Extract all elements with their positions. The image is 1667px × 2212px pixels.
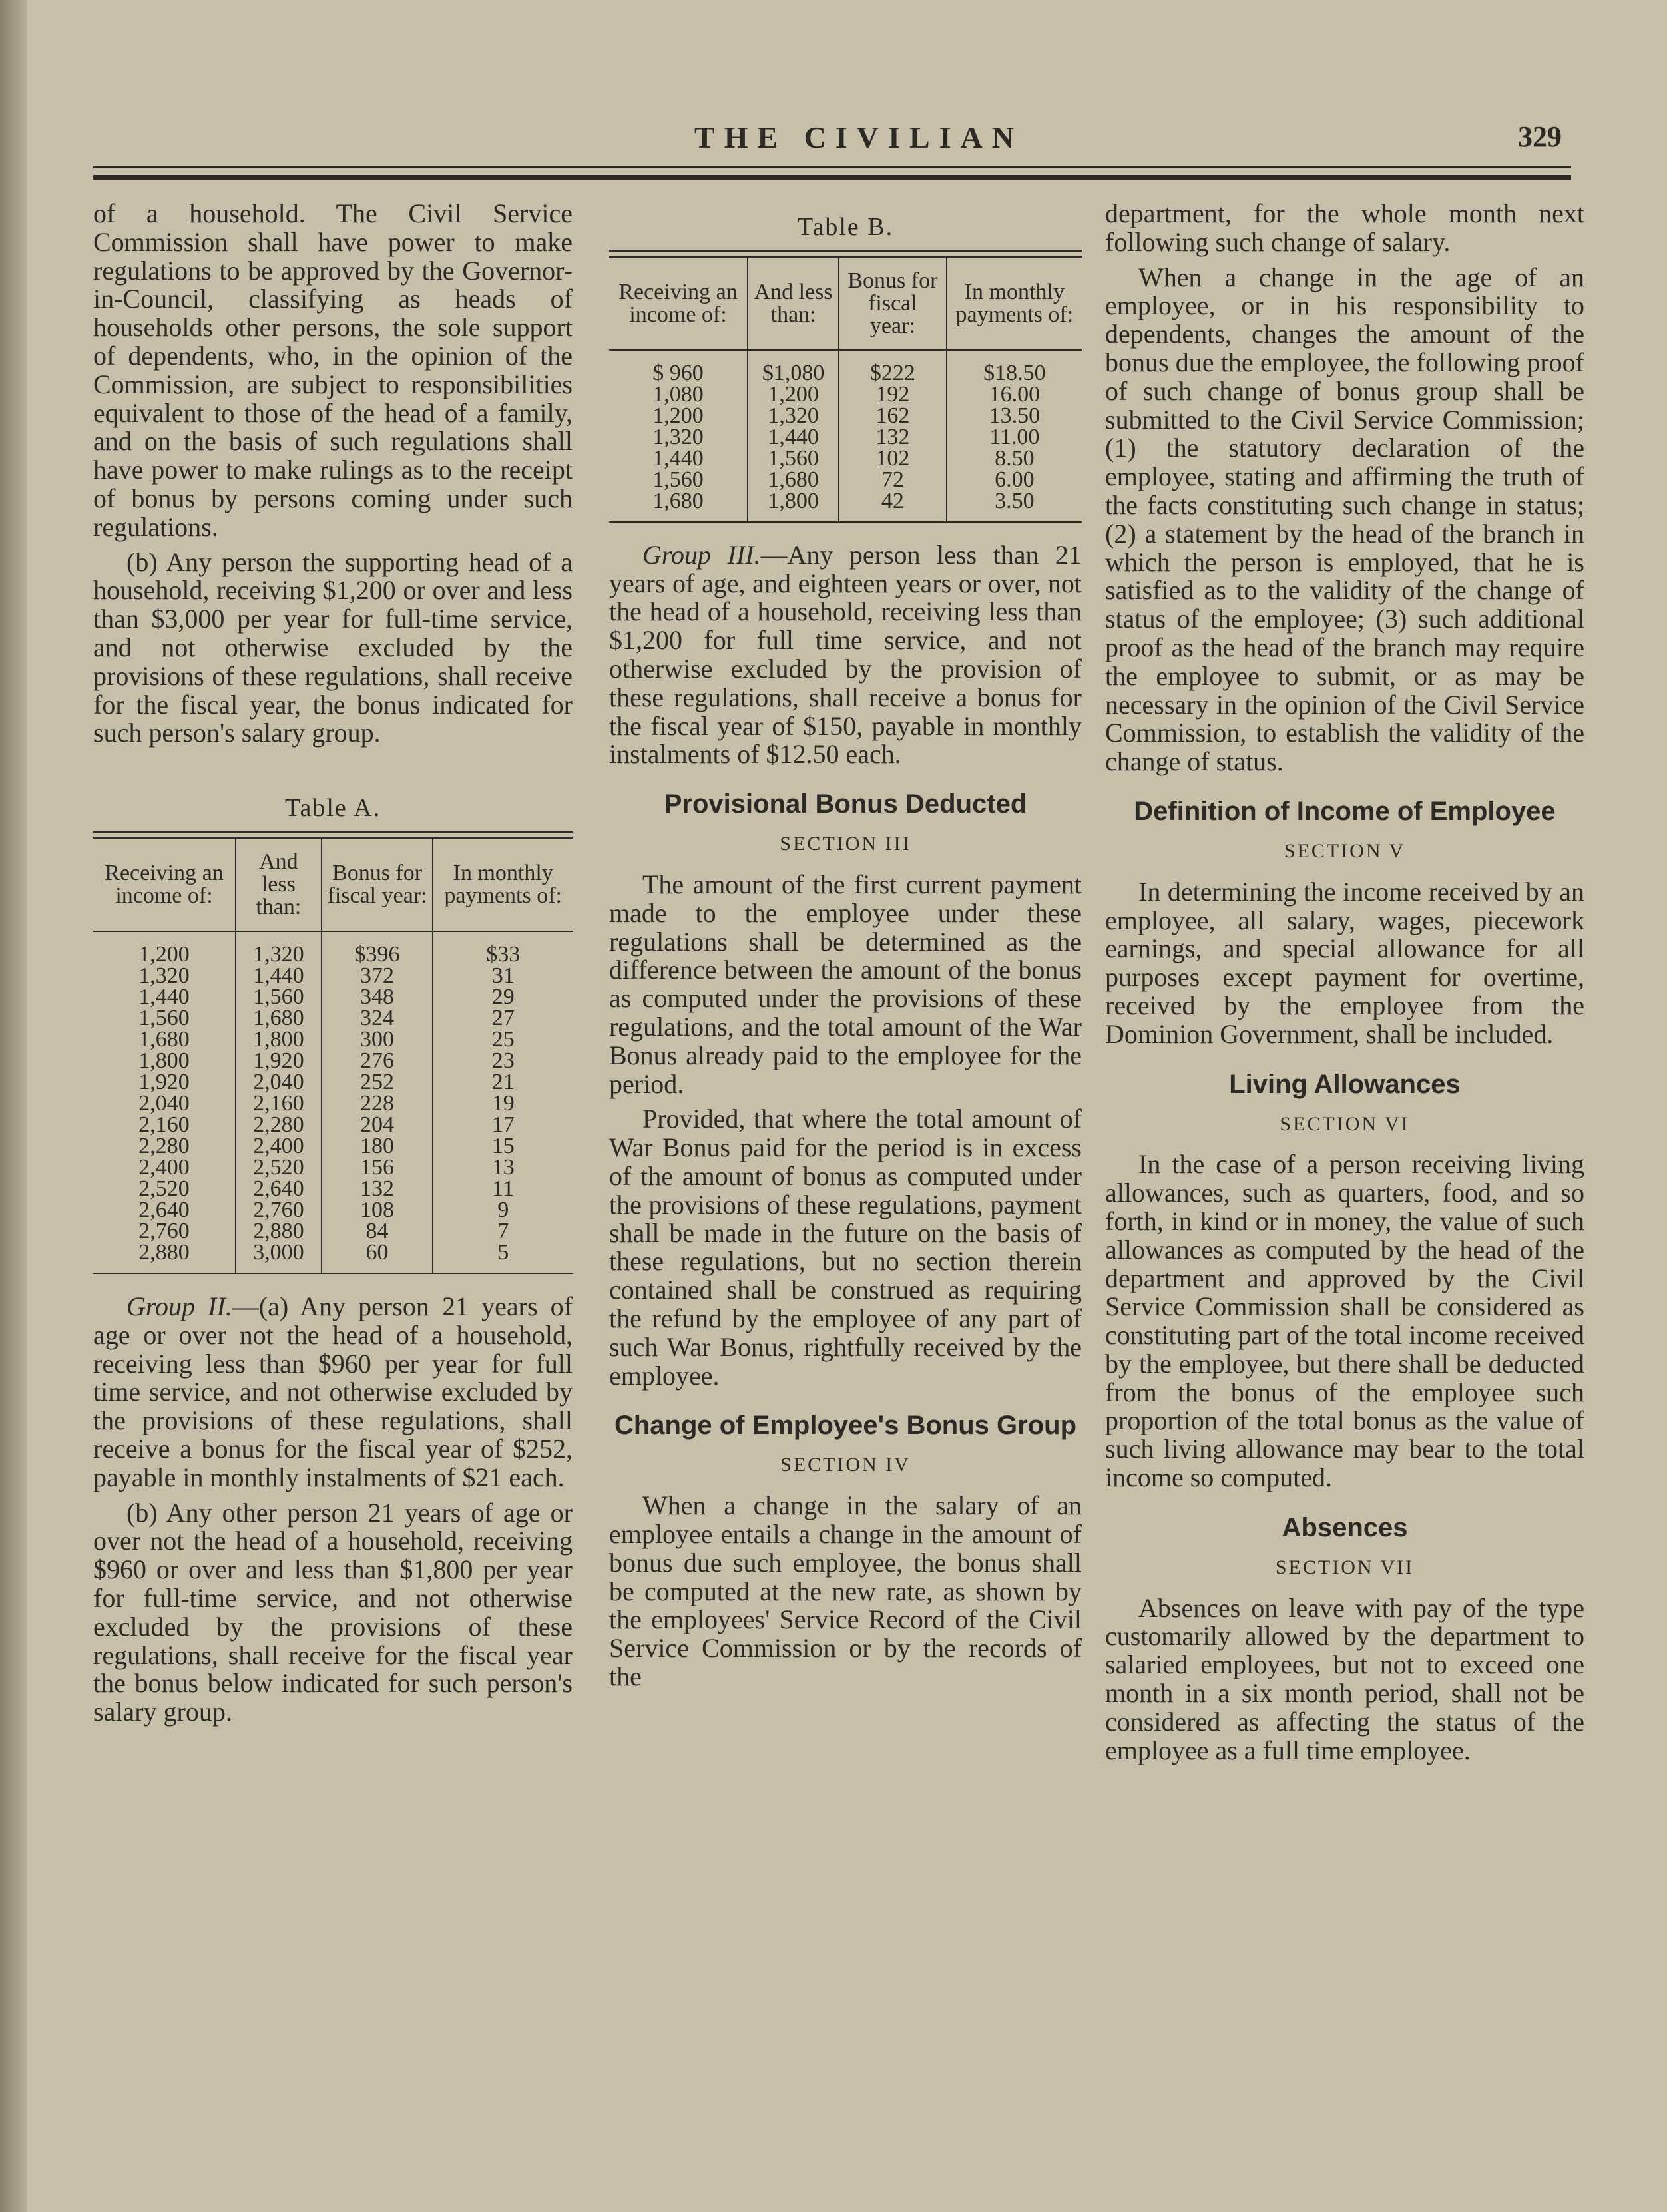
table-cell: 348 — [322, 987, 433, 1008]
table-cell: 2,760 — [138, 1218, 190, 1243]
table-a-caption: Table A. — [284, 794, 381, 823]
table-cell: 2,280 — [138, 1133, 190, 1158]
table-cell: 2,040 — [138, 1090, 190, 1116]
table-cell: 3,000 — [236, 1242, 322, 1273]
group-label: Group III. — [642, 539, 761, 570]
table-cell: 1,800 — [138, 1048, 190, 1073]
group-text: —Any person less than 21 years of age, and eighteen years or over, not the head of a household, receiving less than $1,200 for full time service, and not otherwise excluded by the provision of these regulations, shall receive a bonus for the fiscal year of $150, payable in monthly instalments of $12.50 each. — [609, 539, 1082, 770]
table-cell: 29 — [433, 987, 573, 1008]
table-cell: 5 — [433, 1242, 573, 1273]
table-row — [93, 1200, 573, 1221]
section-heading: Absences — [1282, 1512, 1408, 1542]
table-cell: 3.50 — [947, 491, 1082, 521]
table-cell: 1,800 — [748, 491, 839, 521]
paragraph: In determining the income received by an employee, all salary, wages, piecework earnings, and special allowance for all purposes except payment for overtime, received by the employee from the Dominion Government, shall be included. — [1105, 876, 1584, 1049]
table-cell: 2,520 — [236, 1157, 322, 1178]
table-cell: 1,320 — [138, 963, 190, 988]
running-header-title: THE CIVILIAN — [694, 120, 1023, 154]
group-iii-paragraph — [609, 541, 1082, 769]
table-cell: 8.50 — [947, 448, 1082, 469]
group-ii-b-paragraph: (b) Any other person 21 years of age or over not the head of a household, receiving $960 or over and less than $1,800 per year for full-time service, and not otherwise excluded by the provisions of these regulations, shall receive for the fiscal year the bonus below indicated for such person's salary group. — [93, 1497, 573, 1727]
table-row — [93, 1072, 573, 1093]
table-row — [609, 384, 1082, 405]
table-cell: 1,320 — [652, 424, 704, 449]
table-cell: 1,680 — [138, 1026, 190, 1052]
table-cell: 23 — [433, 1050, 573, 1072]
column-header: Receiving an income of: — [93, 839, 236, 931]
table-cell: 1,440 — [236, 965, 322, 987]
table-row — [93, 1008, 573, 1029]
table-cell: 6.00 — [947, 469, 1082, 491]
table-cell: 1,440 — [138, 984, 190, 1009]
table-cell: 16.00 — [947, 384, 1082, 405]
table-row — [93, 931, 573, 965]
table-cell: 192 — [839, 384, 946, 405]
table-cell: 2,280 — [236, 1114, 322, 1136]
section-label: SECTION IV — [780, 1454, 911, 1476]
binding-edge — [0, 0, 27, 2212]
section-label: SECTION III — [780, 833, 911, 855]
column-header: Bonus for fiscal year: — [839, 258, 946, 350]
column-header: And less than: — [236, 839, 322, 931]
table-cell: 13.50 — [947, 405, 1082, 427]
table-cell: 2,400 — [138, 1154, 190, 1180]
table-cell: 1,680 — [236, 1008, 322, 1029]
table-cell: 42 — [839, 491, 946, 521]
table-row — [609, 469, 1082, 491]
paragraph: Absences on leave with pay of the type customarily allowed by the department to salaried employees, but not to exceed one month in a six month period, shall not be considered as affecting the status of the employee as a full time employee. — [1105, 1592, 1584, 1765]
table-cell: 1,560 — [652, 467, 704, 492]
table-cell: 11 — [433, 1178, 573, 1200]
table-row — [93, 1093, 573, 1114]
table-cell: 1,680 — [652, 488, 704, 513]
table-row — [609, 448, 1082, 469]
header-rule-thick — [93, 175, 1571, 180]
column-header: Bonus for fiscal year: — [322, 839, 433, 931]
table-cell: 204 — [322, 1114, 433, 1136]
table-cell: 2,160 — [138, 1112, 190, 1137]
column-header: And less than: — [748, 258, 839, 350]
paragraph: department, for the whole month next following such change of salary. — [1105, 198, 1584, 257]
table-cell: $18.50 — [947, 350, 1082, 384]
table-cell: 180 — [322, 1136, 433, 1157]
paragraph: In the case of a person receiving living allowances, such as quarters, food, and so forth, in kind or in money, the value of such allowances as computed by the head of the department and approved by the Civil Service Commission shall be considered as constituting part of the total income received by the employee, but there shall be deducted from the bonus of the employee such proportion of the total bonus as the value of such living allowance may bear to the total income so computed. — [1105, 1149, 1584, 1493]
table-cell: 9 — [433, 1200, 573, 1221]
table-cell: 300 — [322, 1029, 433, 1050]
table-row — [93, 1136, 573, 1157]
table-cell: 2,760 — [236, 1200, 322, 1221]
column-header: In monthly payments of: — [433, 839, 573, 931]
table-cell: 15 — [433, 1136, 573, 1157]
table-row — [93, 1114, 573, 1136]
table-row — [93, 1178, 573, 1200]
table-cell: 2,520 — [138, 1176, 190, 1201]
table-cell: 21 — [433, 1072, 573, 1093]
table-cell: 27 — [433, 1008, 573, 1029]
section-heading: Living Allowances — [1229, 1069, 1461, 1099]
table-row — [93, 1050, 573, 1072]
table-cell: 372 — [322, 965, 433, 987]
table-cell: 1,800 — [236, 1029, 322, 1050]
table-a-top-rule — [93, 831, 573, 839]
table-cell: 2,880 — [138, 1239, 190, 1265]
column-left — [93, 200, 573, 1733]
table-cell: 2,640 — [236, 1178, 322, 1200]
table-cell: 1,320 — [748, 405, 839, 427]
table-cell: 13 — [433, 1157, 573, 1178]
table-cell: 1,080 — [652, 381, 704, 407]
table-cell: 2,880 — [236, 1221, 322, 1242]
column-header: Receiving an income of: — [609, 258, 748, 350]
table-cell: $ 960 — [652, 360, 704, 385]
table-cell: 1,560 — [138, 1005, 190, 1030]
table-cell: 19 — [433, 1093, 573, 1114]
table-cell: 25 — [433, 1029, 573, 1050]
table-cell: 11.00 — [947, 427, 1082, 448]
table-cell: 1,440 — [748, 427, 839, 448]
section-heading: Change of Employee's Bonus Group — [614, 1411, 1077, 1440]
table-cell: 276 — [322, 1050, 433, 1072]
table-cell: 2,040 — [236, 1072, 322, 1093]
table-cell: 2,160 — [236, 1093, 322, 1114]
paragraph: When a change in the age of an employee, or in his responsibility to dependents, changes the amount of the bonus due the employee, the following proof of such change of bonus group shall be submitted to the Civil Service Commission; (1) the statutory declaration of the employee, stating and affirming the truth of the facts constituting such change in status; (2) a statement by the head of the branch in which the person is employed, that he is satisfied as to the validity of the change of status of the employee; (3) such additional proof as the head of the branch may require the employee to submit, or as may be necessary in the opinion of the Civil Service Commission, to establish the validity of the change of status. — [1105, 262, 1584, 777]
table-cell: 1,200 — [138, 941, 190, 967]
table-cell: 132 — [322, 1178, 433, 1200]
paragraph: of a household. The Civil Service Commission shall have power to make regulations to be approved by the Governor-in-Council, classifying as heads of households other persons, the sole support of dependents, who, in the opinion of the Commission, are subject to responsibilities equivalent to those of the head of a family, and on the basis of such regulations shall have power to make rulings as to the receipt of bonus by persons coming under such regulations. — [93, 198, 573, 542]
table-cell: 324 — [322, 1008, 433, 1029]
group-text: —(a) Any person 21 years of age or over not the head of a household, receiving less than $960 per year for full time service, and not otherwise excluded by the provisions of these regulations, shall receive a bonus for the fiscal year of $252, payable in monthly instalments of $21 each. — [93, 1291, 573, 1492]
table-cell: $33 — [433, 931, 573, 965]
section-heading: Definition of Income of Employee — [1134, 796, 1556, 826]
table-a — [93, 839, 573, 1273]
table-cell: 1,920 — [138, 1069, 190, 1094]
table-b — [609, 258, 1082, 521]
table-cell: $1,080 — [748, 350, 839, 384]
section-heading: Provisional Bonus Deducted — [664, 789, 1027, 819]
table-cell: 7 — [433, 1221, 573, 1242]
table-cell: 17 — [433, 1114, 573, 1136]
table-row — [93, 1242, 573, 1273]
table-cell: 60 — [322, 1242, 433, 1273]
table-cell: 2,400 — [236, 1136, 322, 1157]
table-row — [93, 1221, 573, 1242]
column-right — [1105, 200, 1584, 1771]
table-cell: 31 — [433, 965, 573, 987]
table-header-row — [609, 258, 1082, 350]
table-row — [93, 965, 573, 987]
table-b-caption: Table B. — [797, 213, 894, 241]
paragraph: (b) Any person the supporting head of a household, receiving $1,200 or over and less than $3,000 per year for full-time service, and not otherwise excluded by the provisions of these regulations, shall receive for the fiscal year, the bonus indicated for such person's salary group. — [93, 547, 573, 748]
table-cell: $222 — [839, 350, 946, 384]
column-header: In monthly payments of: — [947, 258, 1082, 350]
table-cell: 1,680 — [748, 469, 839, 491]
table-cell: 1,200 — [652, 403, 704, 428]
table-header-row — [93, 839, 573, 931]
table-row — [609, 405, 1082, 427]
paragraph: When a change in the salary of an employee entails a change in the amount of bonus due such employee, the bonus shall be computed at the new rate, as shown by the employees' Service Record of the Civil Service Commission or by the records of the — [609, 1490, 1082, 1691]
table-cell: 102 — [839, 448, 946, 469]
group-label: Group II. — [126, 1291, 232, 1321]
page-number: 329 — [1518, 120, 1562, 153]
section-label: SECTION VI — [1280, 1112, 1410, 1135]
table-row — [93, 1029, 573, 1050]
paragraph: The amount of the first current payment made to the employee under these regulations shall be determined as the difference between the amount of the bonus as computed under the provisions of these regulations, and the total amount of the War Bonus already paid to the employee for the period. — [609, 869, 1082, 1099]
table-cell: 252 — [322, 1072, 433, 1093]
table-row — [609, 427, 1082, 448]
group-ii-a-paragraph — [93, 1293, 573, 1492]
table-cell: 1,320 — [236, 931, 322, 965]
table-cell: 162 — [839, 405, 946, 427]
table-b-bottom-rule — [609, 521, 1082, 523]
section-label: SECTION V — [1284, 839, 1406, 862]
table-a-bottom-rule — [93, 1273, 573, 1274]
table-cell: 1,560 — [748, 448, 839, 469]
header-rule — [93, 166, 1571, 168]
table-cell: 2,640 — [138, 1197, 190, 1222]
table-cell: 1,920 — [236, 1050, 322, 1072]
table-cell: 1,560 — [236, 987, 322, 1008]
table-cell: 1,440 — [652, 445, 704, 471]
table-cell: 108 — [322, 1200, 433, 1221]
table-b-top-rule — [609, 250, 1082, 258]
table-row — [93, 987, 573, 1008]
column-middle — [609, 200, 1082, 1698]
table-cell: 228 — [322, 1093, 433, 1114]
table-row — [93, 1157, 573, 1178]
table-row — [609, 491, 1082, 521]
table-cell: 156 — [322, 1157, 433, 1178]
table-cell: $396 — [322, 931, 433, 965]
table-cell: 1,200 — [748, 384, 839, 405]
table-cell: 84 — [322, 1221, 433, 1242]
section-label: SECTION VII — [1275, 1556, 1415, 1578]
table-cell: 132 — [839, 427, 946, 448]
table-row — [609, 350, 1082, 384]
paragraph: Provided, that where the total amount of War Bonus paid for the period is in excess of the amount of bonus as computed under the provisions of these regulations, payment shall be made in the future on the basis of these regulations, but no section therein contained shall be construed as requiring the refund by the employee of any part of such War Bonus, rightfully received by the employee. — [609, 1104, 1082, 1391]
table-cell: 72 — [839, 469, 946, 491]
